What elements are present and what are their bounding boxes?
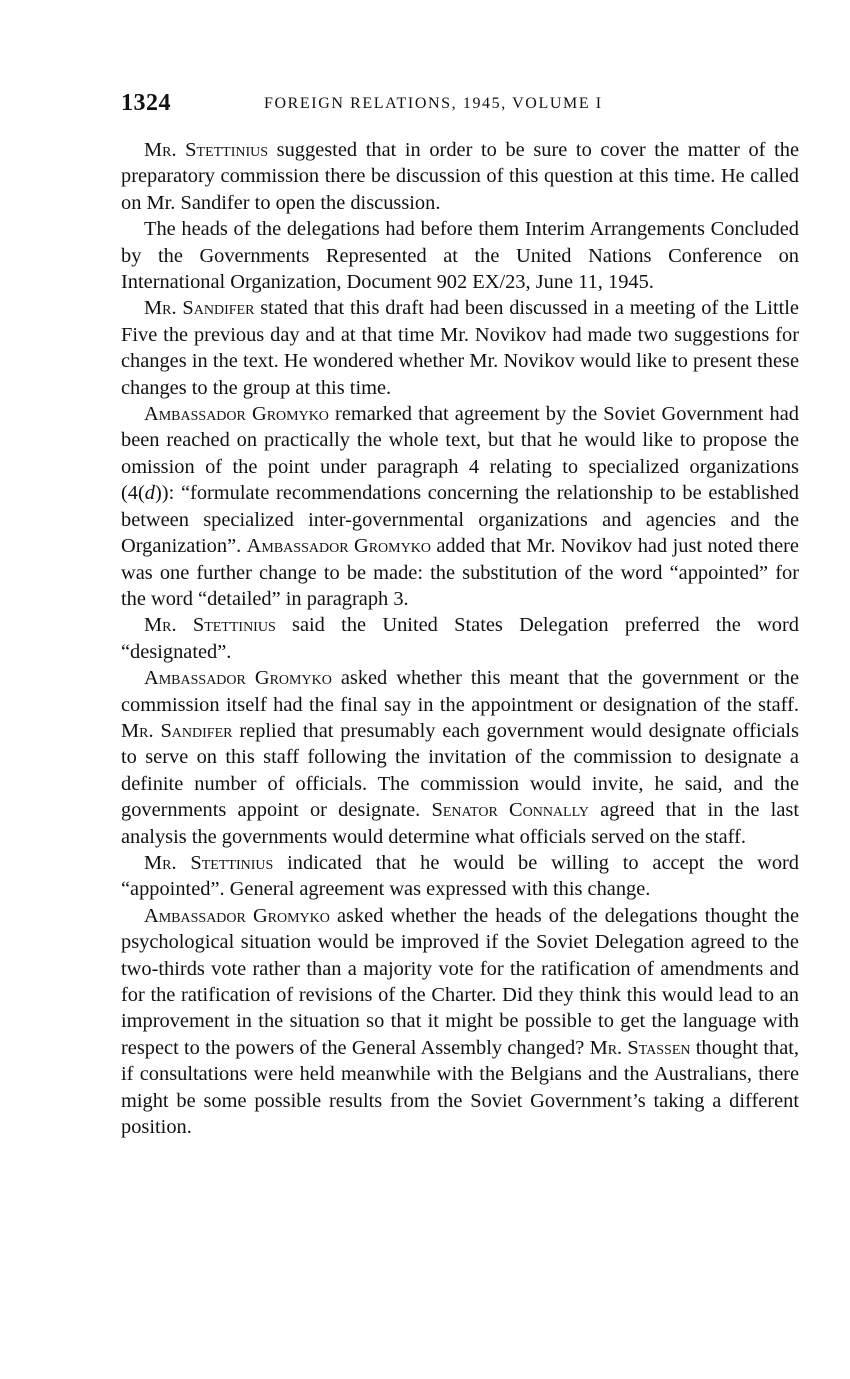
running-title: FOREIGN RELATIONS, 1945, VOLUME I [264,95,603,112]
paragraph-text: thought that, if consultations were held meanwhile with the Belgians and the Australians, there might be some possible results from the Soviet Government’s taking a different position. [121,1036,800,1139]
speaker-name: Mr. Sandifer [144,297,255,320]
paragraph-text: )): “formulate recommendations concerning the relationship to be established between specialized inter-governmental organizations and agencies and the Organization”. [121,482,799,558]
paragraph-text: remarked that agreement by the Soviet Government had been reached on practically the whole text, but that he would like to propose the omission of the point under paragraph 4 relating to specialized organizations (4( [121,403,799,505]
speaker-name: Mr. Sandifer [121,719,233,742]
speaker-name: Ambassador Gromyko [144,904,330,927]
speaker-name: Ambassador Gromyko [246,535,431,558]
page-number: 1324 [121,90,171,116]
paragraph-5 [121,612,799,665]
paragraph-text: asked whether the heads of the delegations thought the psychological situation would be improved if the Soviet Delegation agreed to the two-thirds vote rather than a majority vote for the ratification of amendments and for the ratification of revisions of the Charter. Did they think this would lead to an improvement in the situation so that it might be possible to get the language with respect to the powers of the General Assembly changed? [121,904,800,1059]
speaker-name: Mr. Stettinius [144,851,274,874]
paragraph-text: agreed that in the last analysis the governments would determine what officials served on the staff. [121,799,799,848]
paragraph-text: stated that this draft had been discussed in a meeting of the Little Five the previous day and at that time Mr. Novikov had made two suggestions for changes in the text. He wondered whether Mr. Novikov would like to present these changes to the group at this time. [121,297,799,399]
paragraph-text: added that Mr. Novikov had just noted there was one further change to be made: the substitution of the word “appointed” for the word “detailed” in paragraph 3. [121,535,799,610]
speaker-name: Mr. Stettinius [144,614,276,637]
italic-letter: d [144,482,155,505]
body-text [121,137,799,1140]
paragraph-8 [121,903,799,1141]
speaker-name: Senator Connally [431,799,589,822]
paragraph-1 [121,137,799,216]
paragraph-text: The heads of the delegations had before them Interim Arrangements Concluded by the Governments Represented at the United Nations Conference on International Organization, Document 902 EX/23, June 11, 1945. [121,218,799,294]
speaker-name: Mr. Stassen [589,1036,691,1059]
paragraph-text: asked whether this meant that the government or the commission itself had the final say in the appointment or designation of the staff. [121,667,799,716]
paragraph-2 [121,216,799,295]
speaker-name: Ambassador Gromyko [144,667,332,690]
paragraph-3 [121,295,799,401]
paragraph-text: suggested that in order to be sure to cover the matter of the preparatory commission there be discussion of this question at this time. He called on Mr. Sandifer to open the discussion. [121,139,799,214]
speaker-name: Mr. Stettinius [144,139,269,161]
paragraph-text: indicated that he would be willing to accept the word “appointed”. General agreement was expressed with this change. [121,851,799,901]
paragraph-text: replied that presumably each government would designate officials to serve on this staff following the invitation of the commission to designate a definite number of officials. The commission would invite, he said, and the governments appoint or designate. [121,719,799,822]
paragraph-4 [121,401,799,612]
paragraph-6 [121,665,799,850]
page-header [121,90,799,120]
paragraph-text: said the United States Delegation preferred the word “designated”. [121,614,799,663]
paragraph-7 [121,850,799,903]
speaker-name: Ambassador Gromyko [144,403,329,426]
